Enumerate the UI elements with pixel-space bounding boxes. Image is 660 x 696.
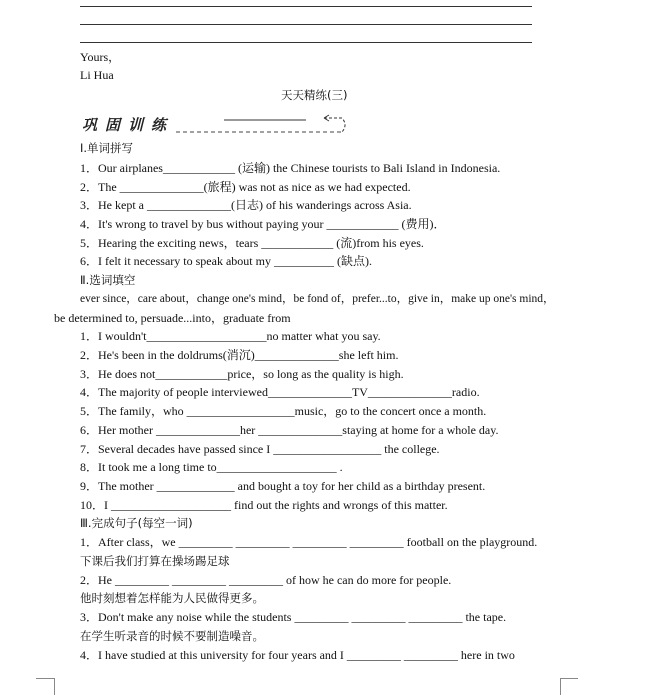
exercise-item: 1．After class，we _________ _________ _________ _________ football on the playground. [80, 535, 538, 549]
exercise-item: 7．Several decades have passed since I __________________ the college. [80, 442, 440, 456]
exercise-translation: 下课后我们打算在操场踢足球 [80, 554, 230, 568]
word-bank: ever since，care about，change one's mind，be fond of，prefer...to，give in，make up one's mind， [80, 293, 555, 305]
answer-line [80, 6, 532, 7]
exercise-item: 5．The family，who __________________music，go to the concert once a month. [80, 404, 487, 418]
exercise-item: 9．The mother _____________ and bought a toy for her child as a birthday present. [80, 479, 486, 493]
exercise-item: 4．I have studied at this university for four years and I _________ _________ here in two [80, 648, 515, 662]
crop-mark [36, 678, 54, 696]
answer-line [80, 42, 532, 43]
exercise-item: 2．The ______________(旅程) was not as nice as we had expected. [80, 180, 411, 194]
crop-mark [54, 678, 55, 695]
banner-title: 巩固训练 [82, 116, 175, 134]
exercise-item: 1．I wouldn't____________________no matter what you say. [80, 329, 381, 343]
exercise-item: 2．He's been in the doldrums(消沉)______________she left him. [80, 348, 399, 362]
letter-signature: Li Hua [80, 68, 114, 82]
page-title: 天天精练(三) [281, 88, 348, 102]
exercise-item: 4．It's wrong to travel by bus without paying your ____________ (费用)． [80, 217, 446, 231]
exercise-item: 5．Hearing the exciting news，tears ____________ (流)from his eyes. [80, 236, 424, 250]
exercise-item: 8．It took me a long time to____________________ . [80, 460, 343, 474]
exercise-item: 3．He kept a ______________(日志) of his wanderings across Asia. [80, 198, 412, 212]
letter-closing: Yours， [80, 50, 121, 64]
exercise-item: 2．He _________ _________ _________ of how he can do more for people. [80, 573, 452, 587]
answer-line [80, 24, 532, 25]
exercise-item: 3．He does not____________price，so long as the quality is high. [80, 367, 404, 381]
exercise-item: 3．Don't make any noise while the students _________ _________ _________ the tape. [80, 610, 507, 624]
banner-decoration-icon [80, 112, 350, 136]
exercise-item: 6．I felt it necessary to speak about my __________ (缺点). [80, 254, 372, 268]
exercise-item: 4．The majority of people interviewed______________TV______________radio. [80, 385, 480, 399]
section-2-heading: Ⅱ.选词填空 [80, 273, 136, 287]
crop-mark [560, 678, 578, 679]
exercise-item: 1．Our airplanes____________ (运输) the Chinese tourists to Bali Island in Indonesia. [80, 161, 501, 175]
section-banner [80, 112, 350, 136]
exercise-item: 6．Her mother ______________her ______________staying at home for a whole day. [80, 423, 499, 437]
exercise-translation: 在学生听录音的时候不要制造噪音。 [80, 629, 264, 643]
section-1-heading: Ⅰ.单词拼写 [80, 141, 134, 155]
exercise-translation: 他时刻想着怎样能为人民做得更多。 [80, 591, 264, 605]
exercise-item: 10．I ____________________ find out the rights and wrongs of this matter. [80, 498, 448, 512]
section-3-heading: Ⅲ.完成句子(每空一词) [80, 516, 193, 530]
word-bank: be determined to, persuade...into，graduate from [54, 311, 291, 325]
crop-mark [560, 678, 561, 695]
